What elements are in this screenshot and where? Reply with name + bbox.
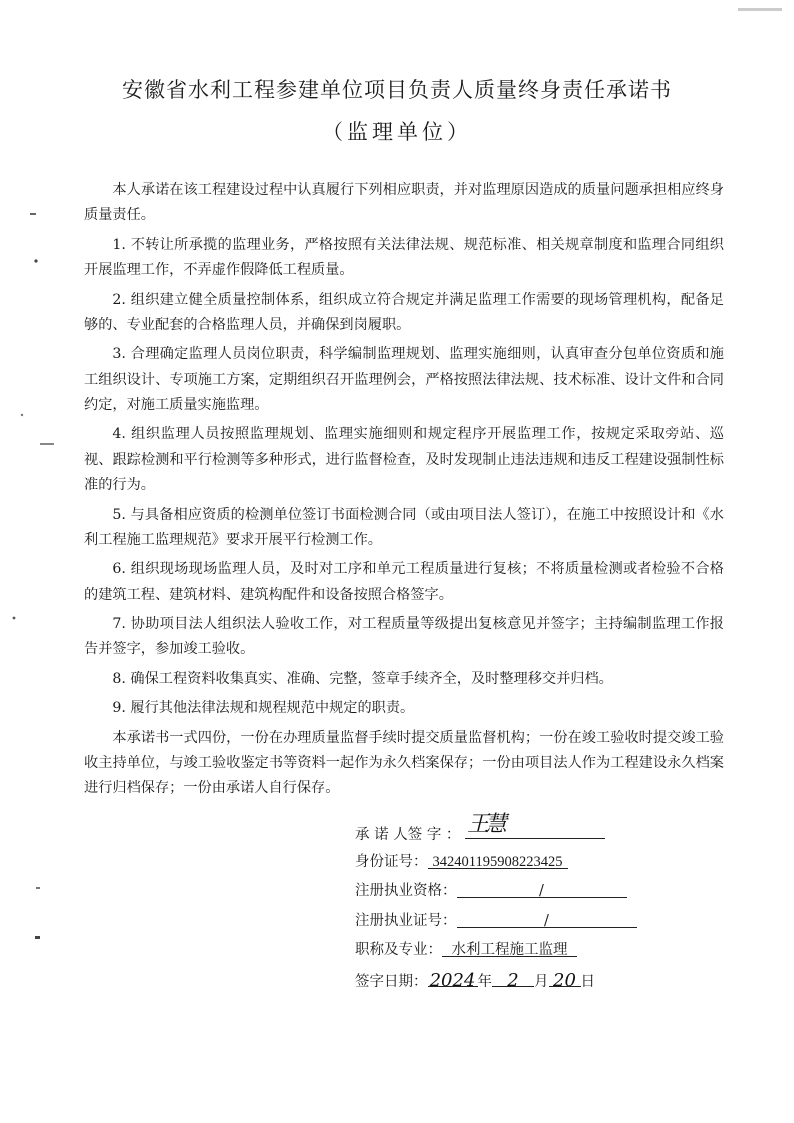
- qualification-label: 注册执业资格：: [355, 883, 457, 899]
- id-number: 342401195908223425: [428, 848, 568, 869]
- handwritten-signature: 王慧: [467, 812, 504, 837]
- title-label: 职称及专业：: [355, 942, 442, 958]
- certificate-label: 注册执业证号：: [355, 912, 457, 929]
- date-year: 2024: [428, 966, 478, 987]
- date-month: 2: [492, 966, 534, 987]
- duty-item-1: 1. 不转让所承揽的监理业务，严格按照有关法律法规、规范标准、相关规章制度和监理合同组织开展监理工作，不弄虚作假降低工程质量。: [84, 236, 724, 279]
- title-value: 水利工程施工监理: [442, 936, 577, 957]
- month-unit: 月: [534, 973, 549, 990]
- duty-item-4: 4. 组织监理人员按照监理规划、监理实施细则和规定程序开展监理工作，按规定采取旁站、巡视、跟踪检测和平行检测等多种形式，进行监督检查，及时发现制止违法违规和违反工程建设强制性标准的行为。: [84, 426, 724, 494]
- duty-item-7: 7. 协助项目法人组织法人验收工作，对工程质量等级提出复核意见并签字；主持编制监理工作报告并签字，参加竣工验收。: [84, 616, 724, 658]
- duty-item-5: 5. 与具备相应资质的检测单位签订书面检测合同（或由项目法人签订），在施工中按照设计和《水利工程施工监理规范》要求开展平行检测工作。: [84, 506, 724, 548]
- document-subtitle: （监理单位）: [322, 120, 472, 144]
- closing-paragraph: 本承诺书一式四份，一份在办理质量监督手续时提交质量监督机构；一份在竣工验收时提交竣工验收主持单位，与竣工验收鉴定书等资料一起作为永久档案保存；一份由项目法人作为工程建设永久档案进行归档保存；一份由承诺人自行保存。: [84, 729, 724, 797]
- signer-label: 承 诺 人签 字 ：: [355, 827, 461, 843]
- date-label: 签字日期：: [355, 973, 428, 990]
- duty-item-3: 3. 合理确定监理人员岗位职责，科学编制监理规划、监理实施细则，认真审查分包单位资质和施工组织设计、专项施工方案，定期组织召开监理例会，严格按照法律法规、技术标准、设计文件和合同约定，对施工质量实施监理。: [84, 346, 724, 413]
- year-unit: 年: [477, 973, 492, 990]
- intro-paragraph: 本人承诺在该工程建设过程中认真履行下列相应职责，并对监理原因造成的质量问题承担相应终身质量责任。: [84, 182, 724, 224]
- date-day: 20: [549, 966, 581, 987]
- duty-item-2: 2. 组织建立健全质量控制体系，组织成立符合规定并满足监理工作需要的现场管理机构，配备足够的、专业配套的合格监理人员，并确保到岗履职。: [84, 291, 724, 333]
- certificate-value: /: [457, 907, 637, 928]
- duty-item-6: 6. 组织现场现场监理人员，及时对工序和单元工程质量进行复核；不将质量检测或者检验不合格的建筑工程、建筑材料、建筑构配件和设备按照合格签字。: [84, 561, 724, 603]
- id-label: 身份证号：: [355, 853, 428, 870]
- duty-item-9: 9. 履行其他法律法规和规程规范中规定的职责。: [112, 700, 415, 717]
- duty-item-8: 8. 确保工程资料收集真实、准确、完整，签章手续齐全，及时整理移交并归档。: [112, 670, 613, 687]
- day-unit: 日: [580, 973, 595, 990]
- qualification-value: /: [457, 877, 627, 898]
- document-title: 安徽省水利工程参建单位项目负责人质量终身责任承诺书: [122, 78, 672, 102]
